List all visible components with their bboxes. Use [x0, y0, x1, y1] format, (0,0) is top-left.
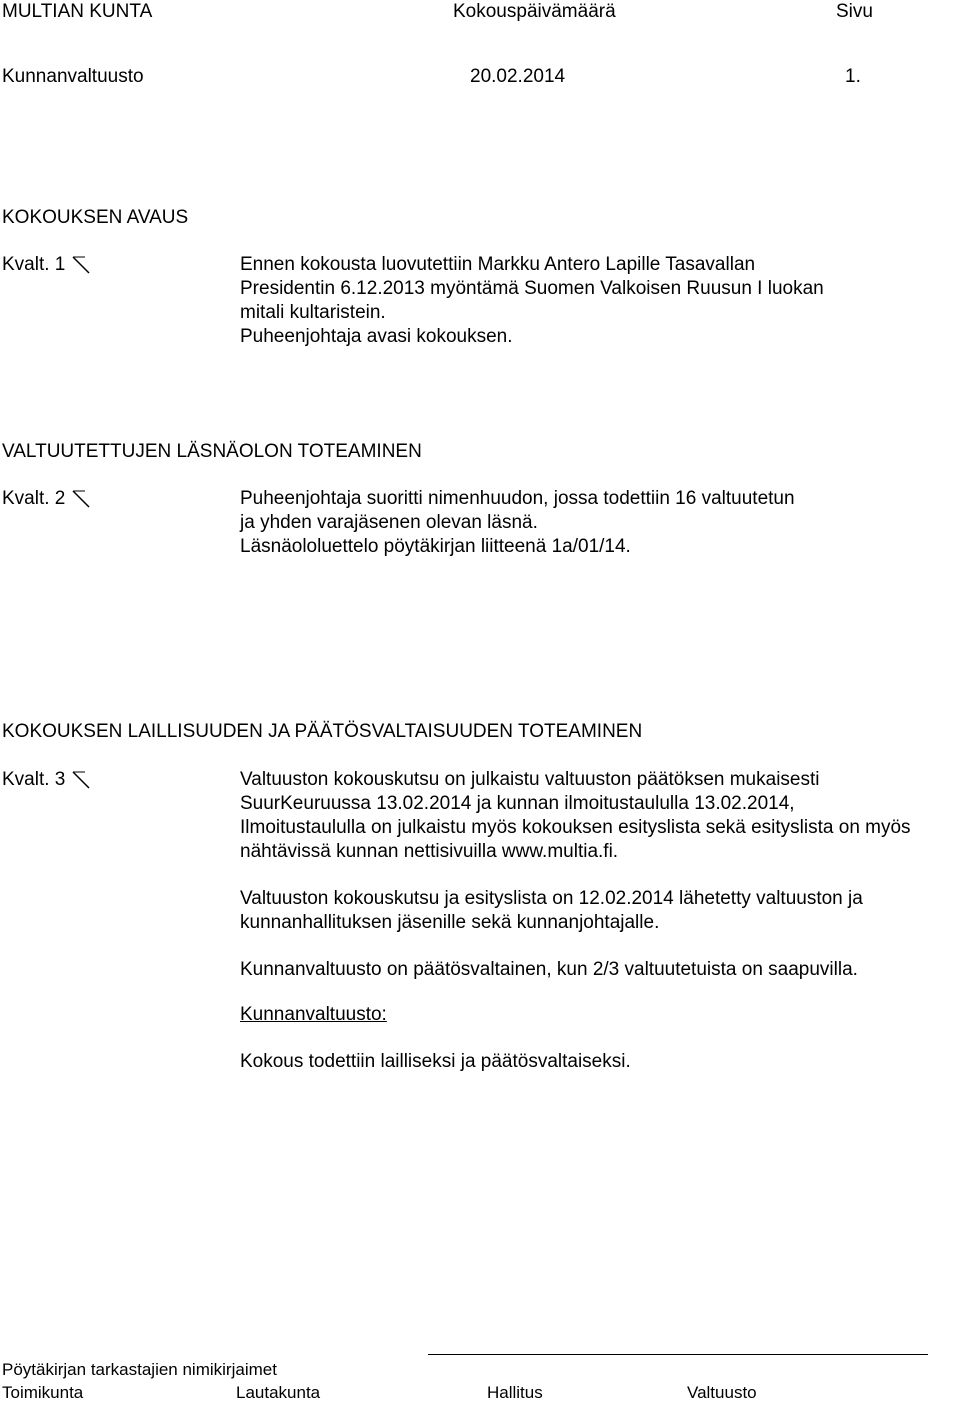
- page-label: Sivu: [836, 1, 873, 22]
- paragraph-flag-icon: [71, 256, 91, 274]
- item-number: Kvalt. 3: [2, 769, 66, 790]
- body-line: kunnanhallituksen jäsenille sekä kunnanjohtajalle.: [240, 912, 660, 933]
- item-number: Kvalt. 2: [2, 488, 66, 509]
- item-number: Kvalt. 1: [2, 254, 66, 275]
- item-body-2: [240, 487, 795, 559]
- body-line: Presidentin 6.12.2013 myöntämä Suomen Valkoisen Ruusun I luokan: [240, 278, 824, 299]
- page-number: 1.: [845, 66, 861, 87]
- section-heading-attendance: VALTUUTETTUJEN LÄSNÄOLON TOTEAMINEN: [2, 441, 422, 462]
- meeting-body: Kunnanvaltuusto: [2, 66, 144, 87]
- body-line: Valtuuston kokouskutsu ja esityslista on 12.02.2014 lähetetty valtuuston ja: [240, 888, 863, 909]
- item-body-3-para3: [240, 958, 858, 982]
- municipality-name: MULTIAN KUNTA: [2, 1, 153, 22]
- decision-label: Kunnanvaltuusto:: [240, 1004, 387, 1025]
- item-body-1: [240, 253, 824, 349]
- date-label: Kokouspäivämäärä: [453, 1, 616, 22]
- body-line: Läsnäololuettelo pöytäkirjan liitteenä 1a/01/14.: [240, 536, 631, 557]
- footer-body-government: Hallitus: [487, 1383, 543, 1402]
- footer-body-board: Lautakunta: [236, 1383, 321, 1402]
- body-line: Ennen kokousta luovutettiin Markku Antero Lapille Tasavallan: [240, 254, 756, 275]
- section-heading-legality: KOKOUKSEN LAILLISUUDEN JA PÄÄTÖSVALTAISUUDEN TOTEAMINEN: [2, 721, 643, 742]
- signatures-label: Pöytäkirjan tarkastajien nimikirjaimet: [2, 1360, 277, 1379]
- body-line: Valtuuston kokouskutsu on julkaistu valtuuston päätöksen mukaisesti: [240, 769, 820, 790]
- decision-text: [240, 1050, 631, 1074]
- body-line: mitali kultaristein.: [240, 302, 386, 323]
- item-body-3: [240, 768, 911, 864]
- signature-line: [428, 1354, 928, 1355]
- body-line: ja yhden varajäsenen olevan läsnä.: [240, 512, 538, 533]
- decision-heading: [240, 1003, 387, 1027]
- body-line: nähtävissä kunnan nettisivuilla www.multia.fi.: [240, 841, 619, 862]
- body-line: Puheenjohtaja avasi kokouksen.: [240, 326, 513, 347]
- body-line: SuurKeuruussa 13.02.2014 ja kunnan ilmoitustaululla 13.02.2014,: [240, 793, 795, 814]
- paragraph-flag-icon: [71, 771, 91, 789]
- body-line: Ilmoitustaululla on julkaistu myös kokouksen esityslista sekä esityslista on myös: [240, 817, 911, 838]
- item-label-3: [2, 768, 91, 792]
- item-label-2: [2, 487, 91, 511]
- item-label-1: [2, 253, 91, 277]
- body-line: Kunnanvaltuusto on päätösvaltainen, kun 2/3 valtuutetuista on saapuvilla.: [240, 959, 858, 980]
- paragraph-flag-icon: [71, 490, 91, 508]
- section-heading-opening: KOKOUKSEN AVAUS: [2, 207, 189, 228]
- footer-body-committee: Toimikunta: [2, 1383, 84, 1402]
- footer-body-council: Valtuusto: [687, 1383, 757, 1402]
- meeting-date: 20.02.2014: [470, 66, 566, 87]
- body-line: Kokous todettiin lailliseksi ja päätösvaltaiseksi.: [240, 1051, 631, 1072]
- item-body-3-para2: [240, 887, 863, 935]
- body-line: Puheenjohtaja suoritti nimenhuudon, jossa todettiin 16 valtuutetun: [240, 488, 795, 509]
